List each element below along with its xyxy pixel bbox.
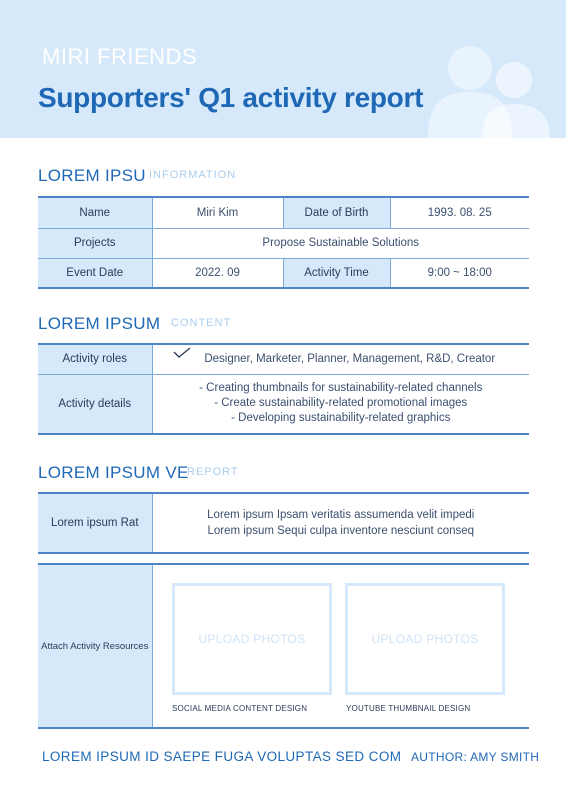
report-header — [0, 0, 566, 138]
rat-label: Lorem ipsum Rat — [38, 493, 152, 553]
projects-label: Projects — [38, 228, 152, 258]
section-title-report: LOREM IPSUM VE — [38, 463, 189, 482]
check-icon — [173, 347, 191, 359]
projects-value: Propose Sustainable Solutions — [152, 228, 529, 258]
activity-details-value — [152, 374, 529, 434]
activity-detail-line: - Developing sustainability-related graphics — [231, 412, 451, 425]
dob-value: 1993. 08. 25 — [390, 197, 529, 228]
activity-detail-line: - Create sustainability-related promotional images — [214, 397, 468, 410]
activity-time-value: 9:00 ~ 18:00 — [390, 258, 529, 288]
name-label: Name — [38, 197, 152, 228]
activity-time-label: Activity Time — [283, 258, 390, 288]
rat-line: Lorem ipsum Sequi culpa inventore nesciunt conseq — [207, 525, 475, 537]
brand-name: MIRI FRIENDS — [42, 44, 198, 69]
activity-roles-value: Designer, Marketer, Planner, Management, R&D, Creator — [152, 344, 529, 374]
upload-photo-youtube[interactable]: UPLOAD PHOTOS — [345, 583, 505, 695]
footer-author: AUTHOR: AMY SMITH — [411, 750, 540, 764]
activity-details-label: Activity details — [38, 374, 152, 434]
information-table — [38, 196, 529, 289]
dob-label: Date of Birth — [283, 197, 390, 228]
report-table — [38, 492, 529, 554]
event-date-value: 2022. 09 — [152, 258, 283, 288]
footer-text: LOREM IPSUM ID SAEPE FUGA VOLUPTAS SED COM — [42, 749, 402, 764]
section-subtitle-report: REPORT — [187, 466, 239, 478]
rat-value — [152, 493, 529, 553]
section-subtitle-content: CONTENT — [171, 317, 232, 329]
activity-detail-line: - Creating thumbnails for sustainability-related channels — [199, 382, 483, 395]
people-icon — [420, 34, 560, 138]
activity-roles-label: Activity roles — [38, 344, 152, 374]
section-title-information: LOREM IPSU — [38, 166, 146, 185]
section-title-content: LOREM IPSUM — [38, 314, 161, 333]
section-subtitle-information: INFORMATION — [149, 169, 237, 181]
name-value: Miri Kim — [152, 197, 283, 228]
upload-photo-social[interactable]: UPLOAD PHOTOS — [172, 583, 332, 695]
attach-label: Attach Activity Resources — [38, 564, 152, 728]
event-date-label: Event Date — [38, 258, 152, 288]
rat-line: Lorem ipsum Ipsam veritatis assumenda velit impedi — [207, 509, 475, 521]
caption-social-media: SOCIAL MEDIA CONTENT DESIGN — [172, 704, 308, 713]
caption-youtube-thumbnail: YOUTUBE THUMBNAIL DESIGN — [346, 704, 471, 713]
page-title: Supporters' Q1 activity report — [38, 82, 424, 113]
content-table — [38, 343, 529, 435]
